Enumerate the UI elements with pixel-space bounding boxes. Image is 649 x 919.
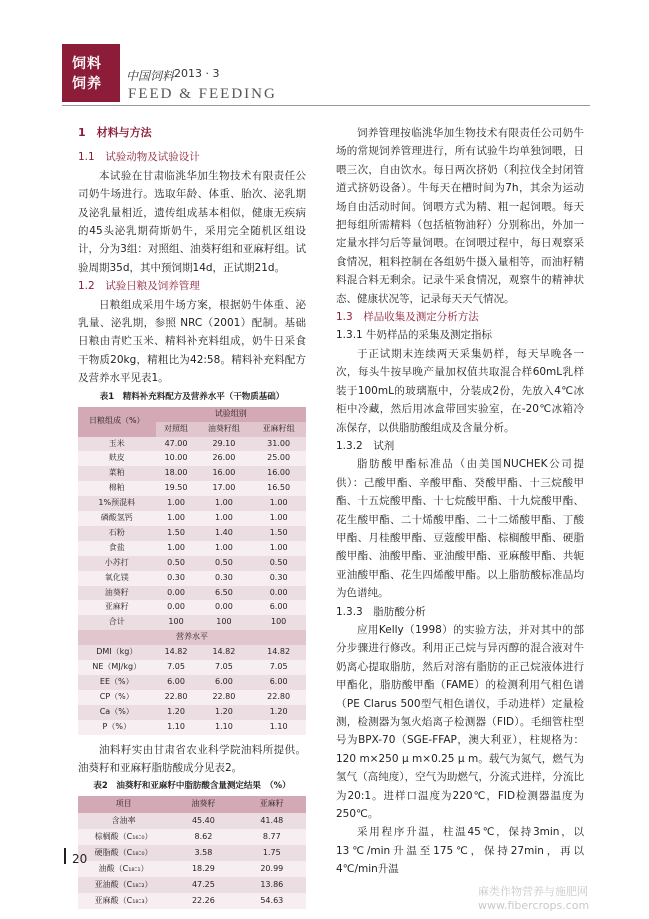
watermark-line: 麻类作物营养与施肥网 [478, 885, 588, 898]
table1-row-cell: 100 [251, 615, 306, 630]
table1-row [78, 526, 306, 541]
sub-subsection-heading: 1.3.3 脂肪酸分析 [336, 605, 426, 618]
table2-row-cell: 亚麻酸（C₁₈:₃） [78, 893, 169, 909]
table1-nutrition-row-cell: 1.20 [197, 705, 252, 720]
table1-row-cell: 0.00 [251, 586, 306, 601]
table1-col-header: 对照组 [156, 422, 197, 437]
table2-row-cell: 20.99 [238, 861, 306, 877]
journal-logo: 中国饲料 [126, 69, 175, 83]
table1-row-cell: 25.00 [251, 451, 306, 466]
table1-row-cell: 1.40 [197, 526, 252, 541]
table2-row-cell: 8.62 [169, 829, 237, 845]
table1-row-cell: 1.00 [156, 541, 197, 556]
table1-header-composition: 日粮组成（%） [78, 407, 156, 437]
table1-row [78, 511, 306, 526]
table1-nutrition-row-cell: 7.05 [156, 660, 197, 675]
table2-row [78, 893, 306, 909]
table1-nutrition-row-cell: 6.00 [197, 675, 252, 690]
paragraph: 脂肪酸甲酯标准品（由美国NUCHEK公司提供）：己酸甲酯、辛酸甲酯、癸酸甲酯、十三烷酸甲酯、十五烷酸甲酯、十七烷酸甲酯、十九烷酸甲酯、花生酸甲酯、二十烯酸甲酯、二十二烯酸甲酯、丁酸甲酯、月桂酸甲酯、豆蔻酸甲酯、棕榈酸甲酯、硬脂酸甲酯、油酸甲酯、亚油酸甲酯、亚麻酸甲酯、共轭亚油酸甲酯、花生四烯酸甲酯。以上脂肪酸标准品均为色谱纯。 [336, 458, 584, 600]
paragraph: 日粮组成采用牛场方案，根据奶牛体重、泌乳量、泌乳期，参照 NRC（2001）配制。基础日粮由青贮玉米、精料补充料组成，奶牛日采食干物质20kg，精粗比为42:58。精料补充料配方及营养水平见表1。 [78, 298, 306, 385]
table1-row-cell: 17.00 [197, 481, 252, 496]
table1-row-cell: 1.00 [156, 496, 197, 511]
table1-nutrition-row-cell: 1.20 [251, 705, 306, 720]
table1-row-cell: 19.50 [156, 481, 197, 496]
table1-row-cell: 26.00 [197, 451, 252, 466]
table1-row-cell: 0.00 [156, 600, 197, 615]
watermark [478, 885, 589, 913]
table1-nutrition-row-cell: NE（MJ/kg） [78, 660, 156, 675]
table2-row-cell: 油酸（C₁₈:₁） [78, 861, 169, 877]
table1-nutrition-row-cell: 6.00 [156, 675, 197, 690]
table1-row-cell: 6.50 [197, 586, 252, 601]
table1-nutrition-row-cell: 7.05 [251, 660, 306, 675]
table1-row-cell: 0.00 [156, 586, 197, 601]
page-number: 20 [72, 852, 88, 866]
table1-row [78, 481, 306, 496]
table2-row-cell: 45.40 [169, 813, 237, 829]
sub-subsection-heading: 1.3.2 试剂 [336, 439, 395, 452]
table1-row-cell: 1.00 [197, 496, 252, 511]
table1-row [78, 600, 306, 615]
table1-row-cell: 1.00 [251, 511, 306, 526]
table1-row [78, 586, 306, 601]
table1-row-cell: 1.00 [251, 541, 306, 556]
table1-nutrition-row [78, 660, 306, 675]
table1-nutrition-row-cell: P（%） [78, 720, 156, 735]
table1-nutrition-row-cell: 22.80 [197, 690, 252, 705]
table1-row-cell: 29.10 [197, 437, 252, 452]
paragraph: 油料籽实由甘肃省农业科学院油料所提供。油葵籽和亚麻籽脂肪酸成分见表2。 [78, 743, 306, 775]
table1-nutrition-row-cell: 1.10 [156, 720, 197, 735]
table1-row-cell: 0.50 [156, 556, 197, 571]
table1-row-cell: 6.00 [251, 600, 306, 615]
table1-header-group: 试验组别 [156, 407, 306, 422]
journal-section-block [62, 44, 120, 102]
table1-nutrition-row-cell: 14.82 [197, 645, 252, 660]
table1-row-cell: 100 [197, 615, 252, 630]
paragraph: 本试验在甘肃临洮华加生物技术有限责任公司奶牛场进行。选取年龄、体重、胎次、泌乳期及泌乳量相近，遗传组成基本相似，健康无疾病的45头泌乳期荷斯奶牛，采用完全随机区组设计，分为3组：对照组、油葵籽组和亚麻籽组。试验周期35d，其中预饲期14d，正试期21d。 [78, 169, 306, 274]
table1-nutrition-row [78, 720, 306, 735]
table2-row [78, 813, 306, 829]
table1-nutrition-row-cell: 14.82 [251, 645, 306, 660]
table1-row-cell: 石粉 [78, 526, 156, 541]
table1-row-cell: 1.50 [156, 526, 197, 541]
table1-row [78, 451, 306, 466]
paragraph: 采用程序升温，柱温45℃，保持3min，以13℃/min升温至175℃，保持27min，再以4℃/min升温 [336, 826, 584, 876]
section-label-feed: 饲料 [72, 56, 102, 72]
table1-row-cell: 亚麻籽 [78, 600, 156, 615]
table1-row-cell: 合计 [78, 615, 156, 630]
paragraph: 饲养管理按临洮华加生物技术有限责任公司奶牛场的常规饲养管理进行，所有试验牛均单独饲喂，日喂三次，自由饮水。每日两次挤奶（利拉伐全封闭管道式挤奶设备）。牛每天在槽时间为7h，其余为运动场自由活动时间。饲喂方式为精、粗一起饲喂。每天把每组所需精料（包括植物油籽）分别称出，外加一定量水拌匀后等量饲喂。在饲喂过程中，每日观察采食情况，粗料控制在各组奶牛摄入量相等，而油籽精料混合料无剩余。记录牛采食情况，观察牛的精神状态、健康状况等，记录每天天气情况。 [336, 127, 584, 305]
right-column [336, 124, 584, 879]
table1-row-cell: 18.00 [156, 466, 197, 481]
subsection-heading: 1.2 试验日粮及饲养管理 [78, 280, 200, 293]
table2-row-cell: 18.29 [169, 861, 237, 877]
table2-row [78, 845, 306, 861]
table2-row-cell: 8.77 [238, 829, 306, 845]
subsection-heading: 1.3 样品收集及测定分析方法 [336, 311, 479, 324]
subsection-heading: 1.1 试验动物及试验设计 [78, 151, 200, 164]
table1-nutrition-header [78, 630, 306, 645]
table1-row-cell: 0.30 [197, 571, 252, 586]
table1-row-cell: 玉米 [78, 437, 156, 452]
table1-row [78, 571, 306, 586]
table1-row [78, 556, 306, 571]
table1-row-cell: 食盐 [78, 541, 156, 556]
table1-row-cell: 棉粕 [78, 481, 156, 496]
table2 [78, 796, 306, 909]
table2-row-cell: 硬脂酸（C₁₈:₀） [78, 845, 169, 861]
table1-nutrition-row-cell: 22.80 [251, 690, 306, 705]
table1-row-cell: 1.00 [251, 496, 306, 511]
table2-row-cell: 41.48 [238, 813, 306, 829]
table1-col-header: 亚麻籽组 [251, 422, 306, 437]
table1-row-cell: 0.00 [197, 600, 252, 615]
table2-col-header: 油葵籽 [169, 796, 237, 812]
table1-row-cell: 1.00 [197, 511, 252, 526]
table2-row-cell: 47.25 [169, 877, 237, 893]
table1-row-cell: 麸皮 [78, 451, 156, 466]
section-heading: 1 材料与方法 [78, 126, 152, 139]
table2-row-cell: 棕榈酸（C₁₆:₀） [78, 829, 169, 845]
sub-subsection-heading: 1.3.1 牛奶样品的采集及测定指标 [336, 329, 493, 342]
table1-row-cell: 1%预混料 [78, 496, 156, 511]
table1-row-cell: 31.00 [251, 437, 306, 452]
table1-row-cell: 0.50 [197, 556, 252, 571]
paragraph: 于正试期末连续两天采集奶样，每天早晚各一次，每头牛按早晚产量加权值共取混合样60mL乳样装于100mL的玻璃瓶中，分装成2份，先放入4℃冰柜中冷藏，然后用冰盒带回实验室，在-20℃冰箱冷冻保存，以供脂肪酸组成及含量分析。 [336, 347, 584, 434]
table2-row-cell: 13.86 [238, 877, 306, 893]
issue-number: 2013 · 3 [174, 67, 220, 80]
table2-row [78, 877, 306, 893]
table1-caption: 表1 精料补充料配方及营养水平（干物质基础） [99, 391, 285, 402]
table1-body [78, 437, 306, 735]
table1-row-cell: 小苏打 [78, 556, 156, 571]
table1-nutrition-row-cell: EE（%） [78, 675, 156, 690]
watermark-line: www.fibercrops.com [478, 899, 590, 912]
table1-nutrition-row-cell: Ca（%） [78, 705, 156, 720]
table2-row-cell: 亚油酸（C₁₈:₂） [78, 877, 169, 893]
table1-row-cell: 磷酸氢钙 [78, 511, 156, 526]
table1-row-cell: 16.00 [197, 466, 252, 481]
table1-nutrition-row [78, 675, 306, 690]
paragraph: 应用Kelly（1998）的实验方法，并对其中的部分步骤进行修改。利用正己烷与异丙醇的混合液对牛奶离心提取脂肪，然后对溶有脂肪的正己烷液体进行甲酯化，脂肪酸甲酯（FAME）的检测利用气相色谱（PE Clarus 500型气相色谱仪，手动进样）定量检测，检测器为氢火焰离子检测器（FID）。毛细管柱型号为BPX-70（SGE-FFAP，澳大利亚），柱规格为：120 m×250 μ m×0.25 μ m。载气为氮气，燃气为氢气（高纯度），空气为助燃气，分流式进样，分流比为20:1。进样口温度为220℃，FID检测器温度为250℃。 [336, 623, 584, 821]
table2-row-cell: 54.63 [238, 893, 306, 909]
table1-nutrition-row-cell: 1.10 [251, 720, 306, 735]
table2-row-cell: 1.75 [238, 845, 306, 861]
table1-row-cell: 16.50 [251, 481, 306, 496]
table1-row-cell: 100 [156, 615, 197, 630]
header-divider [62, 105, 590, 106]
table2-row-cell: 22.26 [169, 893, 237, 909]
table1-row [78, 437, 306, 452]
left-column [78, 124, 306, 909]
table1-nutrition-row-cell: 1.10 [197, 720, 252, 735]
table1-nutrition-row-cell: 14.82 [156, 645, 197, 660]
table2-caption: 表2 油葵籽和亚麻籽中脂肪酸含量测定结果 （%） [93, 781, 291, 792]
table1 [78, 407, 306, 735]
table1-row [78, 496, 306, 511]
table2-row [78, 829, 306, 845]
table1-nutrition-row-cell: CP（%） [78, 690, 156, 705]
nutrition-heading: 营养水平 [78, 630, 306, 645]
table1-row-cell: 氧化镁 [78, 571, 156, 586]
table2-row [78, 861, 306, 877]
table1-nutrition-row-cell: 7.05 [197, 660, 252, 675]
table1-row-cell: 菜粕 [78, 466, 156, 481]
table2-row-cell: 3.58 [169, 845, 237, 861]
table1-row-cell: 0.50 [251, 556, 306, 571]
page-number-marker [64, 848, 66, 864]
table1-row [78, 541, 306, 556]
section-label-feeding: 饲养 [72, 76, 102, 92]
table1-row-cell: 1.00 [197, 541, 252, 556]
table1-row [78, 615, 306, 630]
table1-nutrition-row-cell: 1.20 [156, 705, 197, 720]
table1-nutrition-row-cell: 6.00 [251, 675, 306, 690]
table1-nutrition-row-cell: 22.80 [156, 690, 197, 705]
journal-subtitle: FEED & FEEDING [128, 86, 277, 102]
table2-col-header: 亚麻籽 [238, 796, 306, 812]
table1-row-cell: 47.00 [156, 437, 197, 452]
table2-row-cell: 含油率 [78, 813, 169, 829]
table1-row-cell: 油葵籽 [78, 586, 156, 601]
table1-col-header: 油葵籽组 [197, 422, 252, 437]
table1-row-cell: 16.00 [251, 466, 306, 481]
table2-body [78, 813, 306, 910]
table1-row-cell: 1.00 [156, 511, 197, 526]
table1-nutrition-row [78, 705, 306, 720]
table1-row-cell: 1.50 [251, 526, 306, 541]
table2-col-header: 项目 [78, 796, 169, 812]
table1-row-cell: 0.30 [251, 571, 306, 586]
table1-row [78, 466, 306, 481]
table1-nutrition-row [78, 690, 306, 705]
table1-nutrition-row [78, 645, 306, 660]
table1-row-cell: 10.00 [156, 451, 197, 466]
table1-nutrition-row-cell: DMI（kg） [78, 645, 156, 660]
table1-row-cell: 0.30 [156, 571, 197, 586]
